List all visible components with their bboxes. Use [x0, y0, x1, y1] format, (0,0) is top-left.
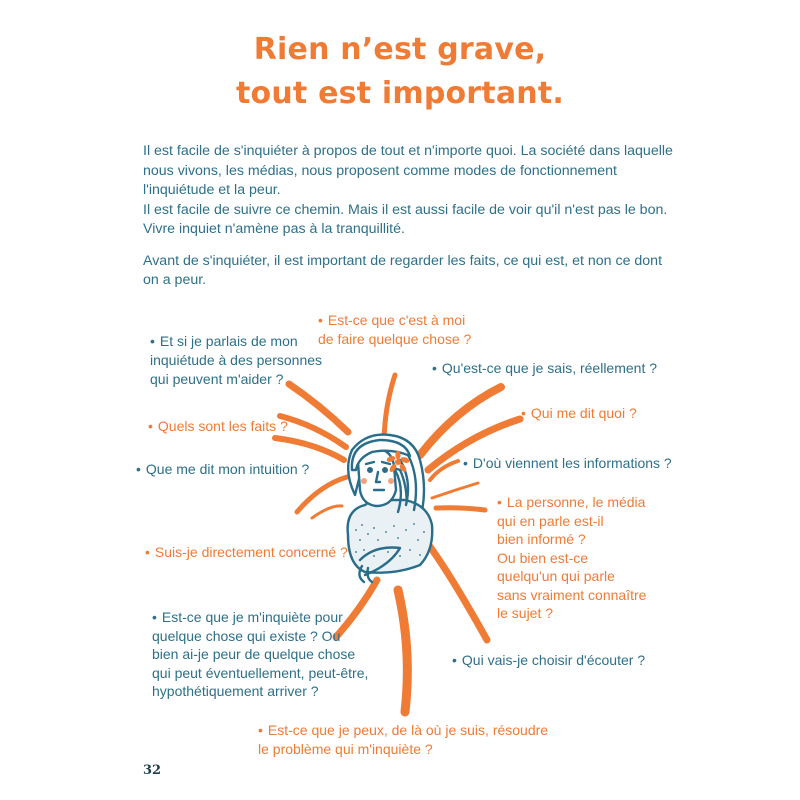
question-parler: • Et si je parlais de mon inquiétude à des personnes qui peuvent m'aider ?: [150, 333, 323, 387]
question-ecouter: • Qui vais-je choisir d'écouter ?: [452, 652, 646, 668]
intro-paragraph-3: Avant de s'inquiéter, il est important de regarder les faits, ce qui est, et non ce dont on a peur.: [143, 252, 663, 288]
question-qui-dit: • Qui me dit quoi ?: [521, 405, 637, 421]
intro-paragraph-2: Il est facile de suivre ce chemin. Mais il est aussi facile de voir qu'il n'est pas le bon. Vivre inquiet n'amène pas à la tranquillité.: [143, 201, 668, 237]
question-intuition: • Que me dit mon intuition ?: [136, 461, 310, 477]
question-informations: • D'où viennent les informations ?: [463, 455, 672, 471]
title-line-1: Rien n’est grave,: [253, 32, 547, 67]
question-faits: • Quels sont les faits ?: [148, 418, 288, 434]
title-line-2: tout est important.: [236, 76, 564, 111]
intro-paragraph-1: Il est facile de s'inquiéter à propos de tout et n'importe quoi. La société dans laquelle nous vivons, les médias, nous proposent comme modes de fonctionnement l'inquiétude et la peur.: [143, 143, 673, 198]
question-je-sais: • Qu'est-ce que je sais, réellement ?: [432, 360, 658, 376]
page-number: 32: [143, 763, 162, 778]
question-a-moi: • Est-ce que c'est à moi de faire quelque chose ?: [318, 312, 472, 347]
cheek: [361, 478, 367, 484]
question-personne-media: • La personne, le média qui en parle est-il bien informé ? Ou bien est-ce quelqu'un qui parle sans vraiment connaître le sujet ?: [497, 494, 647, 621]
question-concerne: • Suis-je directement concerné ?: [145, 544, 348, 560]
question-resoudre: • Est-ce que je peux, de là où je suis, résoudre le problème qui m'inquiète ?: [258, 722, 549, 757]
cheek: [388, 478, 394, 484]
question-existe: • Est-ce que je m'inquiète pour quelque chose qui existe ? Ou bien ai-je peur de quelque chose qui peut éventuellement, peut-être, hypothétiquement arriver ?: [152, 609, 369, 699]
